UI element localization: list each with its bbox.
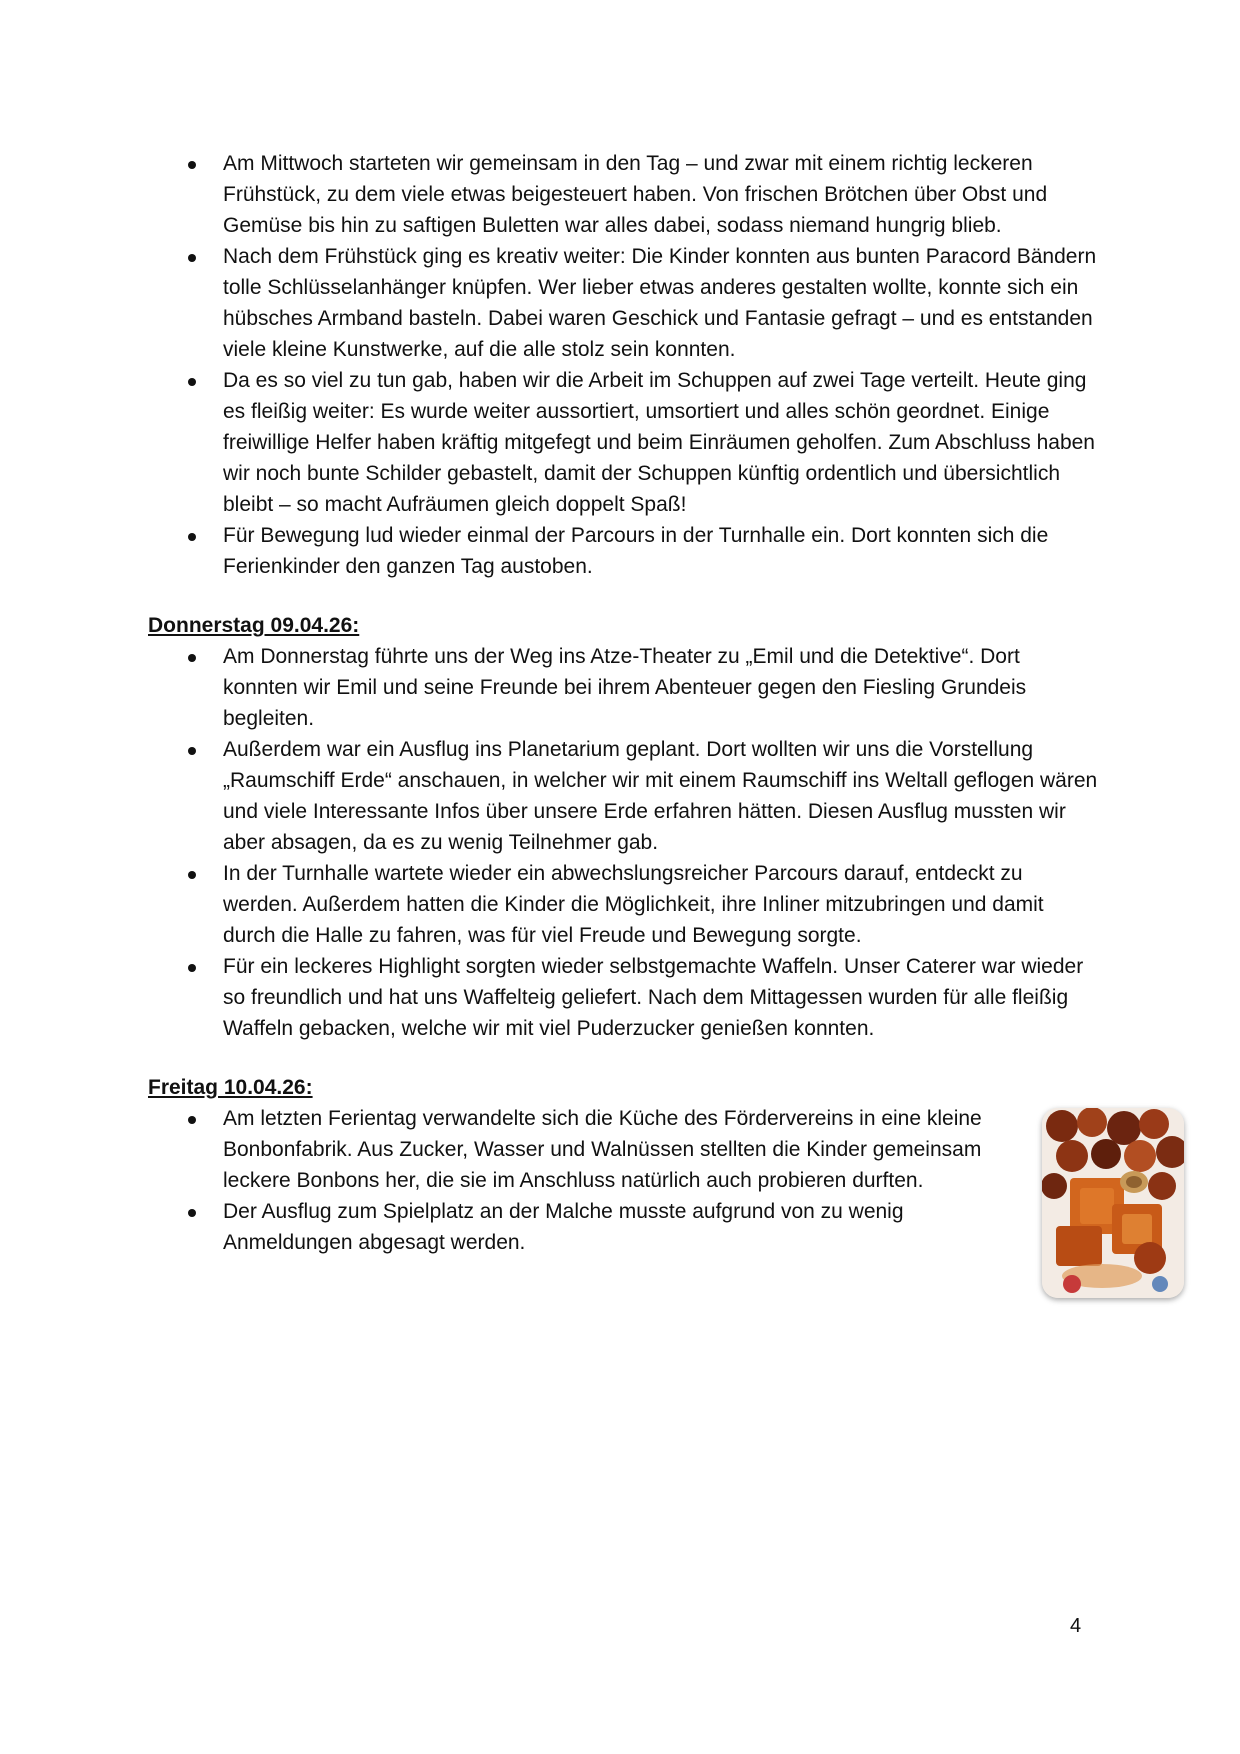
list-item — [148, 241, 1098, 365]
bullet-icon — [188, 161, 196, 169]
list-item-text: Nach dem Frühstück ging es kreativ weiter: Die Kinder konnten aus bunten Paracord Bändern tolle Schlüsselanhänger knüpfen. Wer lieber etwas anderes gestalten wollte, konnte sich ein hübsches Armband basteln. Dabei waren Geschick und Fantasie gefragt – und es entstanden viele kleine Kunstwerke, auf die alle stolz sein konnten. — [223, 245, 1097, 361]
bullet-icon — [188, 964, 196, 972]
bullet-icon — [188, 747, 196, 755]
bullet-icon — [188, 1116, 196, 1124]
bullet-icon — [188, 654, 196, 662]
list-item-text: Am Mittwoch starteten wir gemeinsam in den Tag – und zwar mit einem richtig leckeren Frühstück, zu dem viele etwas beigesteuert haben. Von frischen Brötchen über Obst und Gemüse bis hin zu saftigen Buletten war alles dabei, sodass niemand hungrig blieb. — [223, 152, 1048, 237]
bullet-icon — [188, 871, 196, 879]
list-item — [148, 734, 1098, 858]
list-item — [148, 1196, 998, 1258]
list-item — [148, 365, 1098, 520]
list-item-text: Der Ausflug zum Spielplatz an der Malche musste aufgrund von zu wenig Anmeldungen abgesagt werden. — [223, 1200, 904, 1254]
candy-photo-icon — [1042, 1108, 1184, 1298]
list-item-text: Da es so viel zu tun gab, haben wir die Arbeit im Schuppen auf zwei Tage verteilt. Heute ging es fleißig weiter: Es wurde weiter aussortiert, umsortiert und alles schön geordnet. Einige freiwillige Helfer haben kräftig mitgefegt und beim Einräumen geholfen. Zum Abschluss haben wir noch bunte Schilder gebastelt, damit der Schuppen künftig ordentlich und übersichtlich bleibt – so macht Aufräumen gleich doppelt Spaß! — [223, 369, 1095, 516]
bullet-icon — [188, 533, 196, 541]
list-item — [148, 148, 1098, 241]
thursday-heading: Donnerstag 09.04.26: — [148, 614, 360, 637]
list-item-text: Für Bewegung lud wieder einmal der Parcours in der Turnhalle ein. Dort konnten sich die Ferienkinder den ganzen Tag austoben. — [223, 524, 1049, 578]
document-body — [148, 148, 1098, 1258]
wednesday-list — [148, 148, 1098, 582]
page-number: 4 — [1070, 1615, 1082, 1637]
bullet-icon — [188, 1209, 196, 1217]
bullet-icon — [188, 378, 196, 386]
list-item — [148, 641, 1098, 734]
list-item-text: Am Donnerstag führte uns der Weg ins Atze-Theater zu „Emil und die Detektive“. Dort konnten wir Emil und seine Freunde bei ihrem Abenteuer gegen den Fiesling Grundeis begleiten. — [223, 645, 1027, 730]
friday-heading: Freitag 10.04.26: — [148, 1076, 313, 1099]
list-item-text: In der Turnhalle wartete wieder ein abwechslungsreicher Parcours darauf, entdeckt zu werden. Außerdem hatten die Kinder die Möglichkeit, ihre Inliner mitzubringen und damit durch die Halle zu fahren, was für viel Freude und Bewegung sorgte. — [223, 862, 1044, 947]
list-item — [148, 1103, 998, 1196]
bullet-icon — [188, 254, 196, 262]
list-item-text: Außerdem war ein Ausflug ins Planetarium geplant. Dort wollten wir uns die Vorstellung „Raumschiff Erde“ anschauen, in welcher wir mit einem Raumschiff ins Weltall geflogen wären und viele Interessante Infos über unsere Erde erfahren hätten. Diesen Ausflug mussten wir aber absagen, da es zu wenig Teilnehmer gab. — [223, 738, 1098, 854]
list-item-text: Am letzten Ferientag verwandelte sich die Küche des Fördervereins in eine kleine Bonbonfabrik. Aus Zucker, Wasser und Walnüssen stellten die Kinder gemeinsam leckere Bonbons her, die sie im Anschluss natürlich auch probieren durften. — [223, 1107, 982, 1192]
list-item — [148, 951, 1098, 1044]
list-item — [148, 520, 1098, 582]
list-item — [148, 858, 1098, 951]
friday-list — [148, 1103, 998, 1258]
thursday-list — [148, 641, 1098, 1044]
list-item-text: Für ein leckeres Highlight sorgten wieder selbstgemachte Waffeln. Unser Caterer war wieder so freundlich und hat uns Waffelteig geliefert. Nach dem Mittagessen wurden für alle fleißig Waffeln gebacken, welche wir mit viel Puderzucker genießen konnten. — [223, 955, 1084, 1040]
candy-photo — [1042, 1108, 1184, 1298]
